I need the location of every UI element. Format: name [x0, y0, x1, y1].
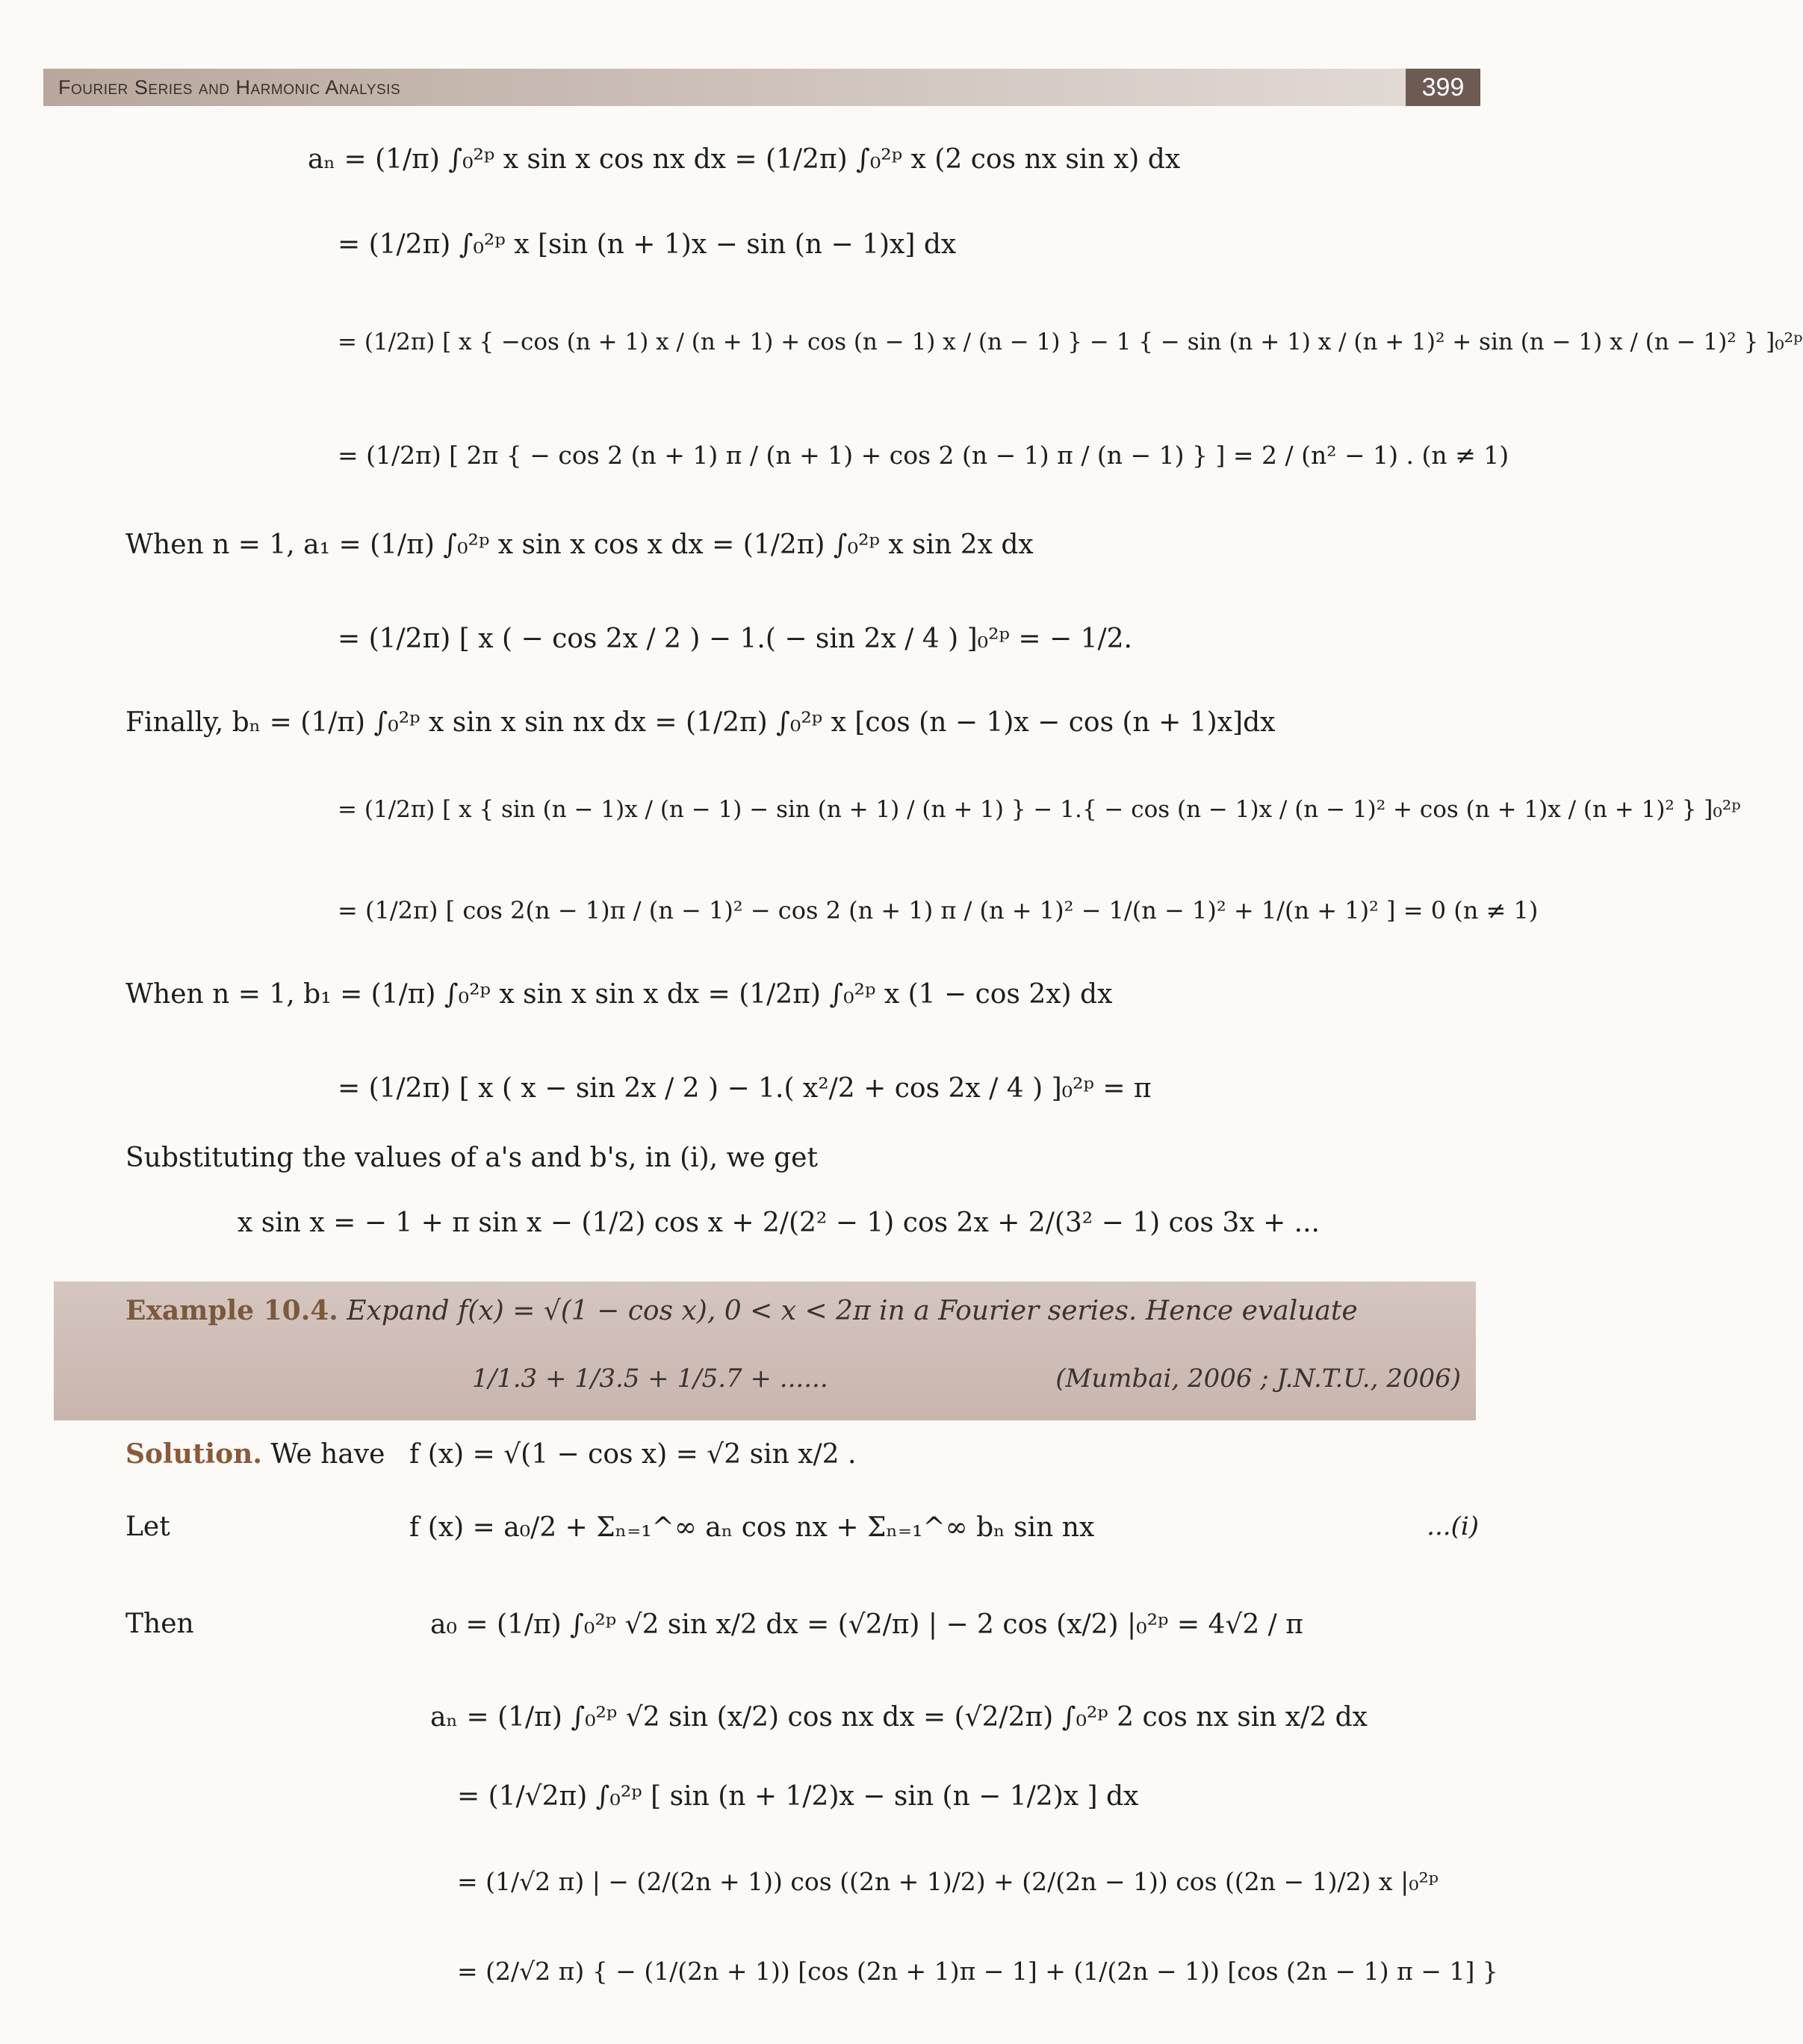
- equation-sol-an-1: aₙ = (1/π) ∫₀²ᵖ √2 sin (x/2) cos nx dx = (√2/2π) ∫₀²ᵖ 2 cos nx sin x/2 dx: [430, 1702, 1368, 1733]
- equation-a1-2: = (1/2π) [ x ( − cos 2x / 2 ) − 1.( − sin 2x / 4 ) ]₀²ᵖ = − 1/2.: [338, 624, 1132, 654]
- equation-a1-1: When n = 1, a₁ = (1/π) ∫₀²ᵖ x sin x cos x dx = (1/2π) ∫₀²ᵖ x sin 2x dx: [125, 529, 1034, 560]
- result-equation: x sin x = − 1 + π sin x − (1/2) cos x + 2/(2² − 1) cos 2x + 2/(3² − 1) cos 3x + ...: [238, 1208, 1320, 1238]
- equation-bn-1: Finally, bₙ = (1/π) ∫₀²ᵖ x sin x sin nx dx = (1/2π) ∫₀²ᵖ x [cos (n − 1)x − cos (n + 1)x]dx: [125, 707, 1276, 738]
- solution-we-have: We have: [270, 1439, 385, 1470]
- example-heading: [125, 1295, 1358, 1326]
- equation-sol-an-3: = (1/√2 π) | − (2/(2n + 1)) cos ((2n + 1)/2) + (2/(2n − 1)) cos ((2n − 1)/2) x |₀²ᵖ: [457, 1867, 1439, 1896]
- equation-an-3: = (1/2π) [ x { −cos (n + 1) x / (n + 1) + cos (n − 1) x / (n − 1) } − 1 { − sin (n + 1) x / (n + 1)² + sin (n − 1) x / (n − 1)² } ]₀²ᵖ: [338, 329, 1803, 355]
- page-header: [43, 69, 1480, 106]
- equation-sol-an-2: = (1/√2π) ∫₀²ᵖ [ sin (n + 1/2)x − sin (n − 1/2)x ] dx: [457, 1781, 1139, 1812]
- example-label: Example 10.4.: [125, 1295, 338, 1326]
- solution-intro: [125, 1438, 385, 1470]
- page-number: 399: [1406, 69, 1480, 106]
- then-label: Then: [125, 1609, 194, 1639]
- example-statement: Expand f(x) = √(1 − cos x), 0 < x < 2π in a Fourier series. Hence evaluate: [347, 1296, 1358, 1326]
- equation-sol-an-4: = (2/√2 π) { − (1/(2n + 1)) [cos (2n + 1)π − 1] + (1/(2n − 1)) [cos (2n − 1) π − 1] }: [457, 1957, 1498, 1986]
- equation-bn-2: = (1/2π) [ x { sin (n − 1)x / (n − 1) − sin (n + 1) / (n + 1) } − 1.{ − cos (n − 1)x / (n − 1)² + cos (n + 1)x / (n + 1)² } ]₀²ᵖ: [338, 796, 1741, 823]
- f-definition: f (x) = √(1 − cos x) = √2 sin x/2 .: [409, 1439, 857, 1470]
- example-series: 1/1.3 + 1/3.5 + 1/5.7 + ......: [472, 1364, 828, 1394]
- equation-an-4: = (1/2π) [ 2π { − cos 2 (n + 1) π / (n + 1) + cos 2 (n − 1) π / (n − 1) } ] = 2 / (n² − 1) . (n ≠ 1): [338, 441, 1509, 470]
- example-reference: (Mumbai, 2006 ; J.N.T.U., 2006): [1055, 1364, 1461, 1394]
- example-box: [54, 1282, 1476, 1420]
- let-label: Let: [125, 1512, 170, 1542]
- equation-an-1: aₙ = (1/π) ∫₀²ᵖ x sin x cos nx dx = (1/2π) ∫₀²ᵖ x (2 cos nx sin x) dx: [308, 144, 1181, 175]
- equation-bn-3: = (1/2π) [ cos 2(n − 1)π / (n − 1)² − cos 2 (n + 1) π / (n + 1)² − 1/(n − 1)² + 1/(n + 1)² ] = 0 (n ≠ 1): [338, 896, 1539, 925]
- substitution-text: Substituting the values of a's and b's, in (i), we get: [125, 1143, 818, 1173]
- equation-an-2: = (1/2π) ∫₀²ᵖ x [sin (n + 1)x − sin (n − 1)x] dx: [338, 229, 957, 260]
- equation-b1-2: = (1/2π) [ x ( x − sin 2x / 2 ) − 1.( x²/2 + cos 2x / 4 ) ]₀²ᵖ = π: [338, 1073, 1152, 1104]
- equation-b1-1: When n = 1, b₁ = (1/π) ∫₀²ᵖ x sin x sin x dx = (1/2π) ∫₀²ᵖ x (1 − cos 2x) dx: [125, 979, 1113, 1010]
- equation-a0: a₀ = (1/π) ∫₀²ᵖ √2 sin x/2 dx = (√2/π) | − 2 cos (x/2) |₀²ᵖ = 4√2 / π: [430, 1609, 1303, 1640]
- running-title: Fourier Series and Harmonic Analysis: [58, 76, 401, 99]
- f-series: f (x) = a₀/2 + Σₙ₌₁^∞ aₙ cos nx + Σₙ₌₁^∞ bₙ sin nx: [409, 1512, 1095, 1543]
- equation-number: ...(i): [1427, 1512, 1479, 1541]
- solution-label: Solution.: [125, 1438, 262, 1470]
